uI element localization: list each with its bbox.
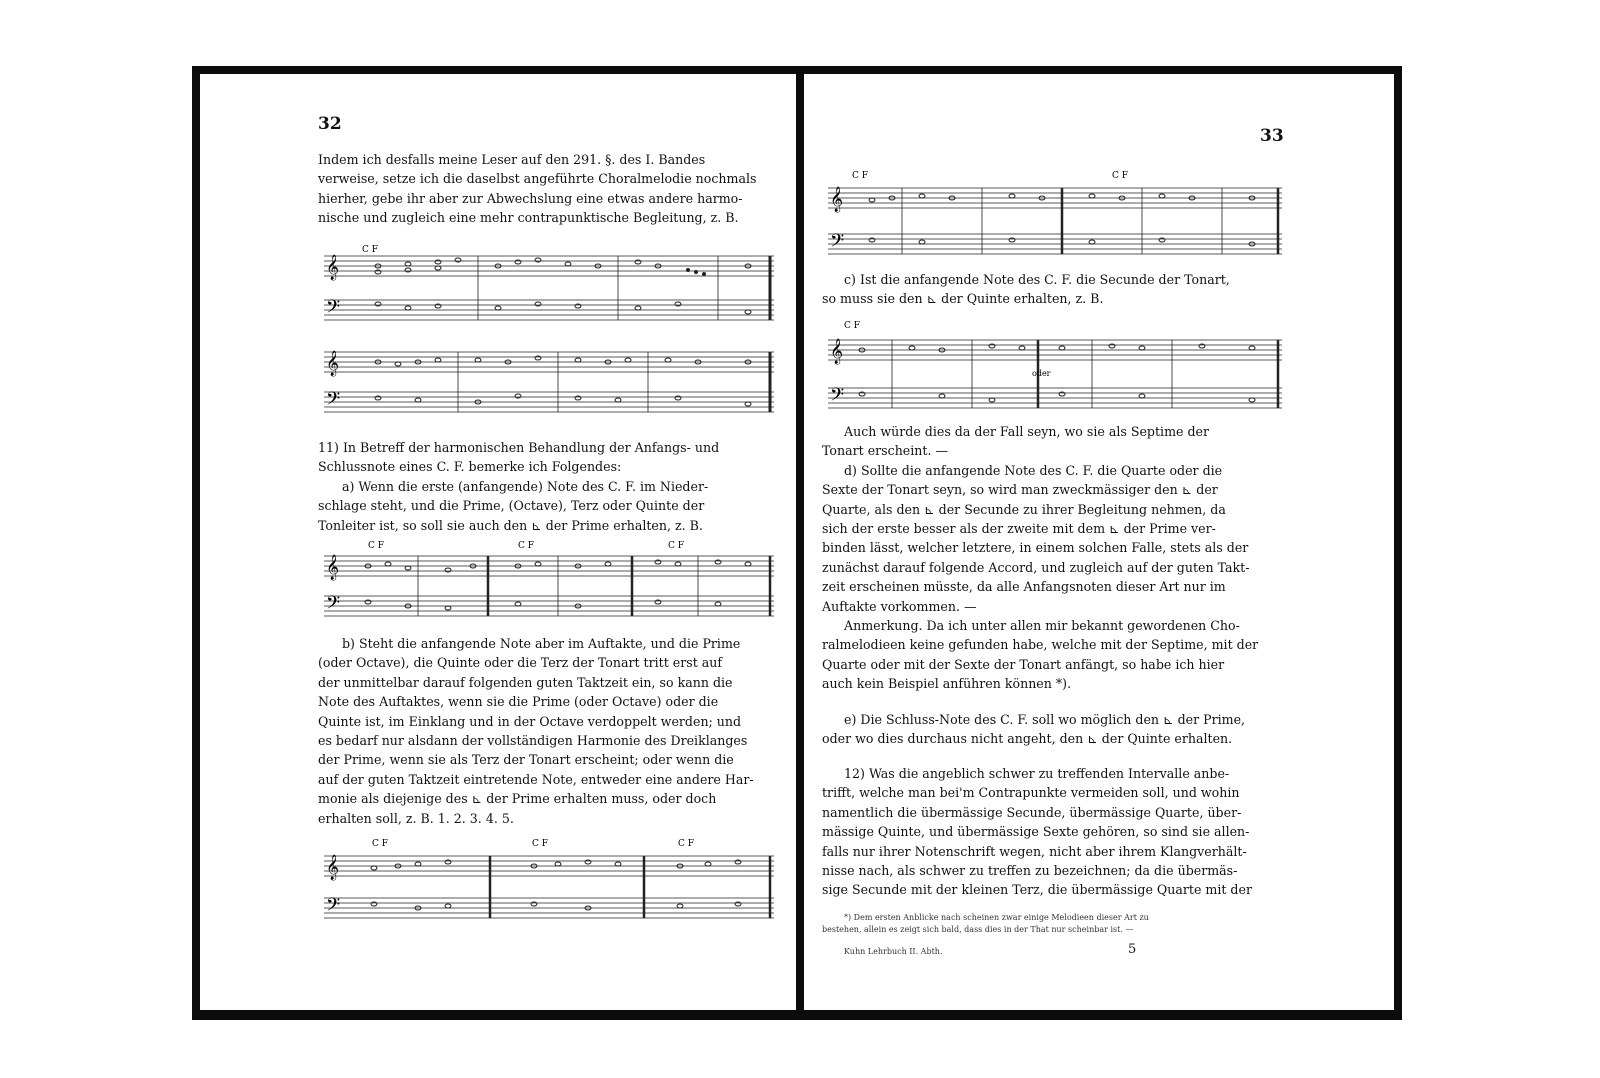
svg-text:𝄞: 𝄞 <box>830 187 844 212</box>
music-example-1-system-1 <box>318 242 776 330</box>
left-paragraph-1: Indem ich desfalls meine Leser auf den 291. §. des I. Bandes verweise, setze ich die daselbst angeführte Choralmelodie nochmals hierher, gebe ihr aber zur Abwechslung eine etwas andere harmo- nische und zugleich eine mehr contrapunktische Begleitung, z. B. <box>318 152 757 226</box>
svg-text:𝄞: 𝄞 <box>326 855 340 880</box>
svg-text:C F: C F <box>532 839 548 849</box>
right-paragraph-12: 12) Was die angeblich schwer zu treffenden Intervalle anbe- trifft, welche man bei'm Contrapunkte vermeiden soll, und wohin namentlich die übermässige Secunde, übermässige Quarte, über- mässige Quinte, und übermässige Sexte gehören, so sind sie allen- falls nur ihrer Notenschrift wegen, nicht aber ihrem Klangverhält- nisse nach, als schwer zu treffen zu bezeichnen; da die übermäs- sige Secunde mit der kleinen Terz, die übermässige Quarte mit der <box>822 766 1252 898</box>
left-page <box>200 74 796 1010</box>
right-page-number: 33 <box>1260 126 1284 146</box>
music-example-1-system-2 <box>318 340 776 420</box>
svg-text:C F: C F <box>362 245 378 255</box>
right-paragraph-2: Auch würde dies da der Fall seyn, wo sie als Septime der Tonart erscheint. — d) Sollte die anfangende Note des C. F. die Quarte oder die Sexte der Tonart seyn, so wird man zweckmässiger den ⊾ der Quarte, als den ⊾ der Secunde zu ihrer Begleitung nehmen, da sich der erste besser als der zweite mit dem ⊾ der Prime ver- binden lässt, welcher letztere, in einem solchen Falle, stets als der zunächst darauf folgende Accord, und zugleich auf der guten Takt- zeit erscheinen müsste, da alle Anfangsnoten dieser Art nur im Auftakte vorkommen. — <box>822 424 1250 614</box>
svg-text:𝄢: 𝄢 <box>326 895 341 920</box>
right-paragraph-anmerkung: Anmerkung. Da ich unter allen mir bekannt gewordenen Cho- ralmelodieen keine gefunden habe, welche mit der Septime, mit der Quarte oder mit der Sexte der Tonart anfängt, so habe ich hier auch kein Beispiel anführen können *). <box>822 618 1259 692</box>
svg-text:C F: C F <box>852 171 868 181</box>
svg-text:C F: C F <box>844 321 860 331</box>
right-paragraph-1: c) Ist die anfangende Note des C. F. die Secunde der Tonart, so muss sie den ⊾ der Quinte erhalten, z. B. <box>822 272 1230 307</box>
footnote: *) Dem ersten Anblicke nach scheinen zwar einige Melodieen dieser Art zu bestehen, allein es zeigt sich bald, dass dies in der That nur scheinbar ist. — <box>822 913 1149 934</box>
right-page <box>804 74 1394 1010</box>
svg-text:𝄢: 𝄢 <box>830 385 845 410</box>
svg-text:C F: C F <box>368 541 384 551</box>
svg-text:𝄞: 𝄞 <box>326 555 340 580</box>
right-paragraph-e: e) Die Schluss-Note des C. F. soll wo möglich den ⊾ der Prime, oder wo dies durchaus nicht angeht, den ⊾ der Quinte erhalten. <box>822 712 1246 747</box>
signature-mark: Kuhn Lehrbuch II. Abth. <box>844 947 943 956</box>
svg-text:C F: C F <box>518 541 534 551</box>
svg-text:𝄞: 𝄞 <box>326 255 340 280</box>
svg-text:C F: C F <box>1112 171 1128 181</box>
svg-text:C F: C F <box>678 839 694 849</box>
book-spine <box>796 66 804 1020</box>
svg-text:𝄢: 𝄢 <box>326 389 341 414</box>
left-paragraph-2: 11) In Betreff der harmonischen Behandlung der Anfangs- und Schlussnote eines C. F. bemerke ich Folgendes: a) Wenn die erste (anfangende) Note des C. F. im Nieder- schlage steht, und die Prime, (Octave), Terz oder Quinte der Tonleiter ist, so soll sie auch den ⊾ der Prime erhalten, z. B. <box>318 440 720 533</box>
oder-label: oder <box>1032 369 1051 378</box>
svg-text:𝄞: 𝄞 <box>830 339 844 364</box>
left-paragraph-3: b) Steht die anfangende Note aber im Auftakte, und die Prime (oder Octave), die Quinte oder die Terz der Tonart tritt erst auf der unmittelbar darauf folgenden guten Taktzeit ein, so kann die Note des Auftaktes, wenn sie die Prime (oder Octave) oder die Quinte ist, im Einklang und in der Octave verdoppelt werden; und es bedarf nur alsdann der vollständigen Harmonie des Dreiklanges der Prime, wenn sie als Terz der Tonart erscheint; oder wenn die auf der guten Taktzeit eintretende Note, entweder eine andere Har- monie als diejenige des ⊾ der Prime erhalten muss, oder doch erhalten soll, z. B. 1. 2. 3. 4. 5. <box>318 636 754 826</box>
music-example-3 <box>318 832 776 928</box>
svg-text:𝄞: 𝄞 <box>326 351 340 376</box>
left-page-number: 32 <box>318 114 342 134</box>
book-spread <box>192 66 1402 1020</box>
signature-number: 5 <box>1128 942 1137 957</box>
svg-text:𝄢: 𝄢 <box>830 231 845 256</box>
svg-text:𝄢: 𝄢 <box>326 593 341 618</box>
svg-text:C F: C F <box>668 541 684 551</box>
music-example-4 <box>822 166 1284 266</box>
music-example-2 <box>318 536 776 624</box>
svg-text:C F: C F <box>372 839 388 849</box>
music-example-5 <box>822 314 1284 420</box>
svg-text:𝄢: 𝄢 <box>326 297 341 322</box>
